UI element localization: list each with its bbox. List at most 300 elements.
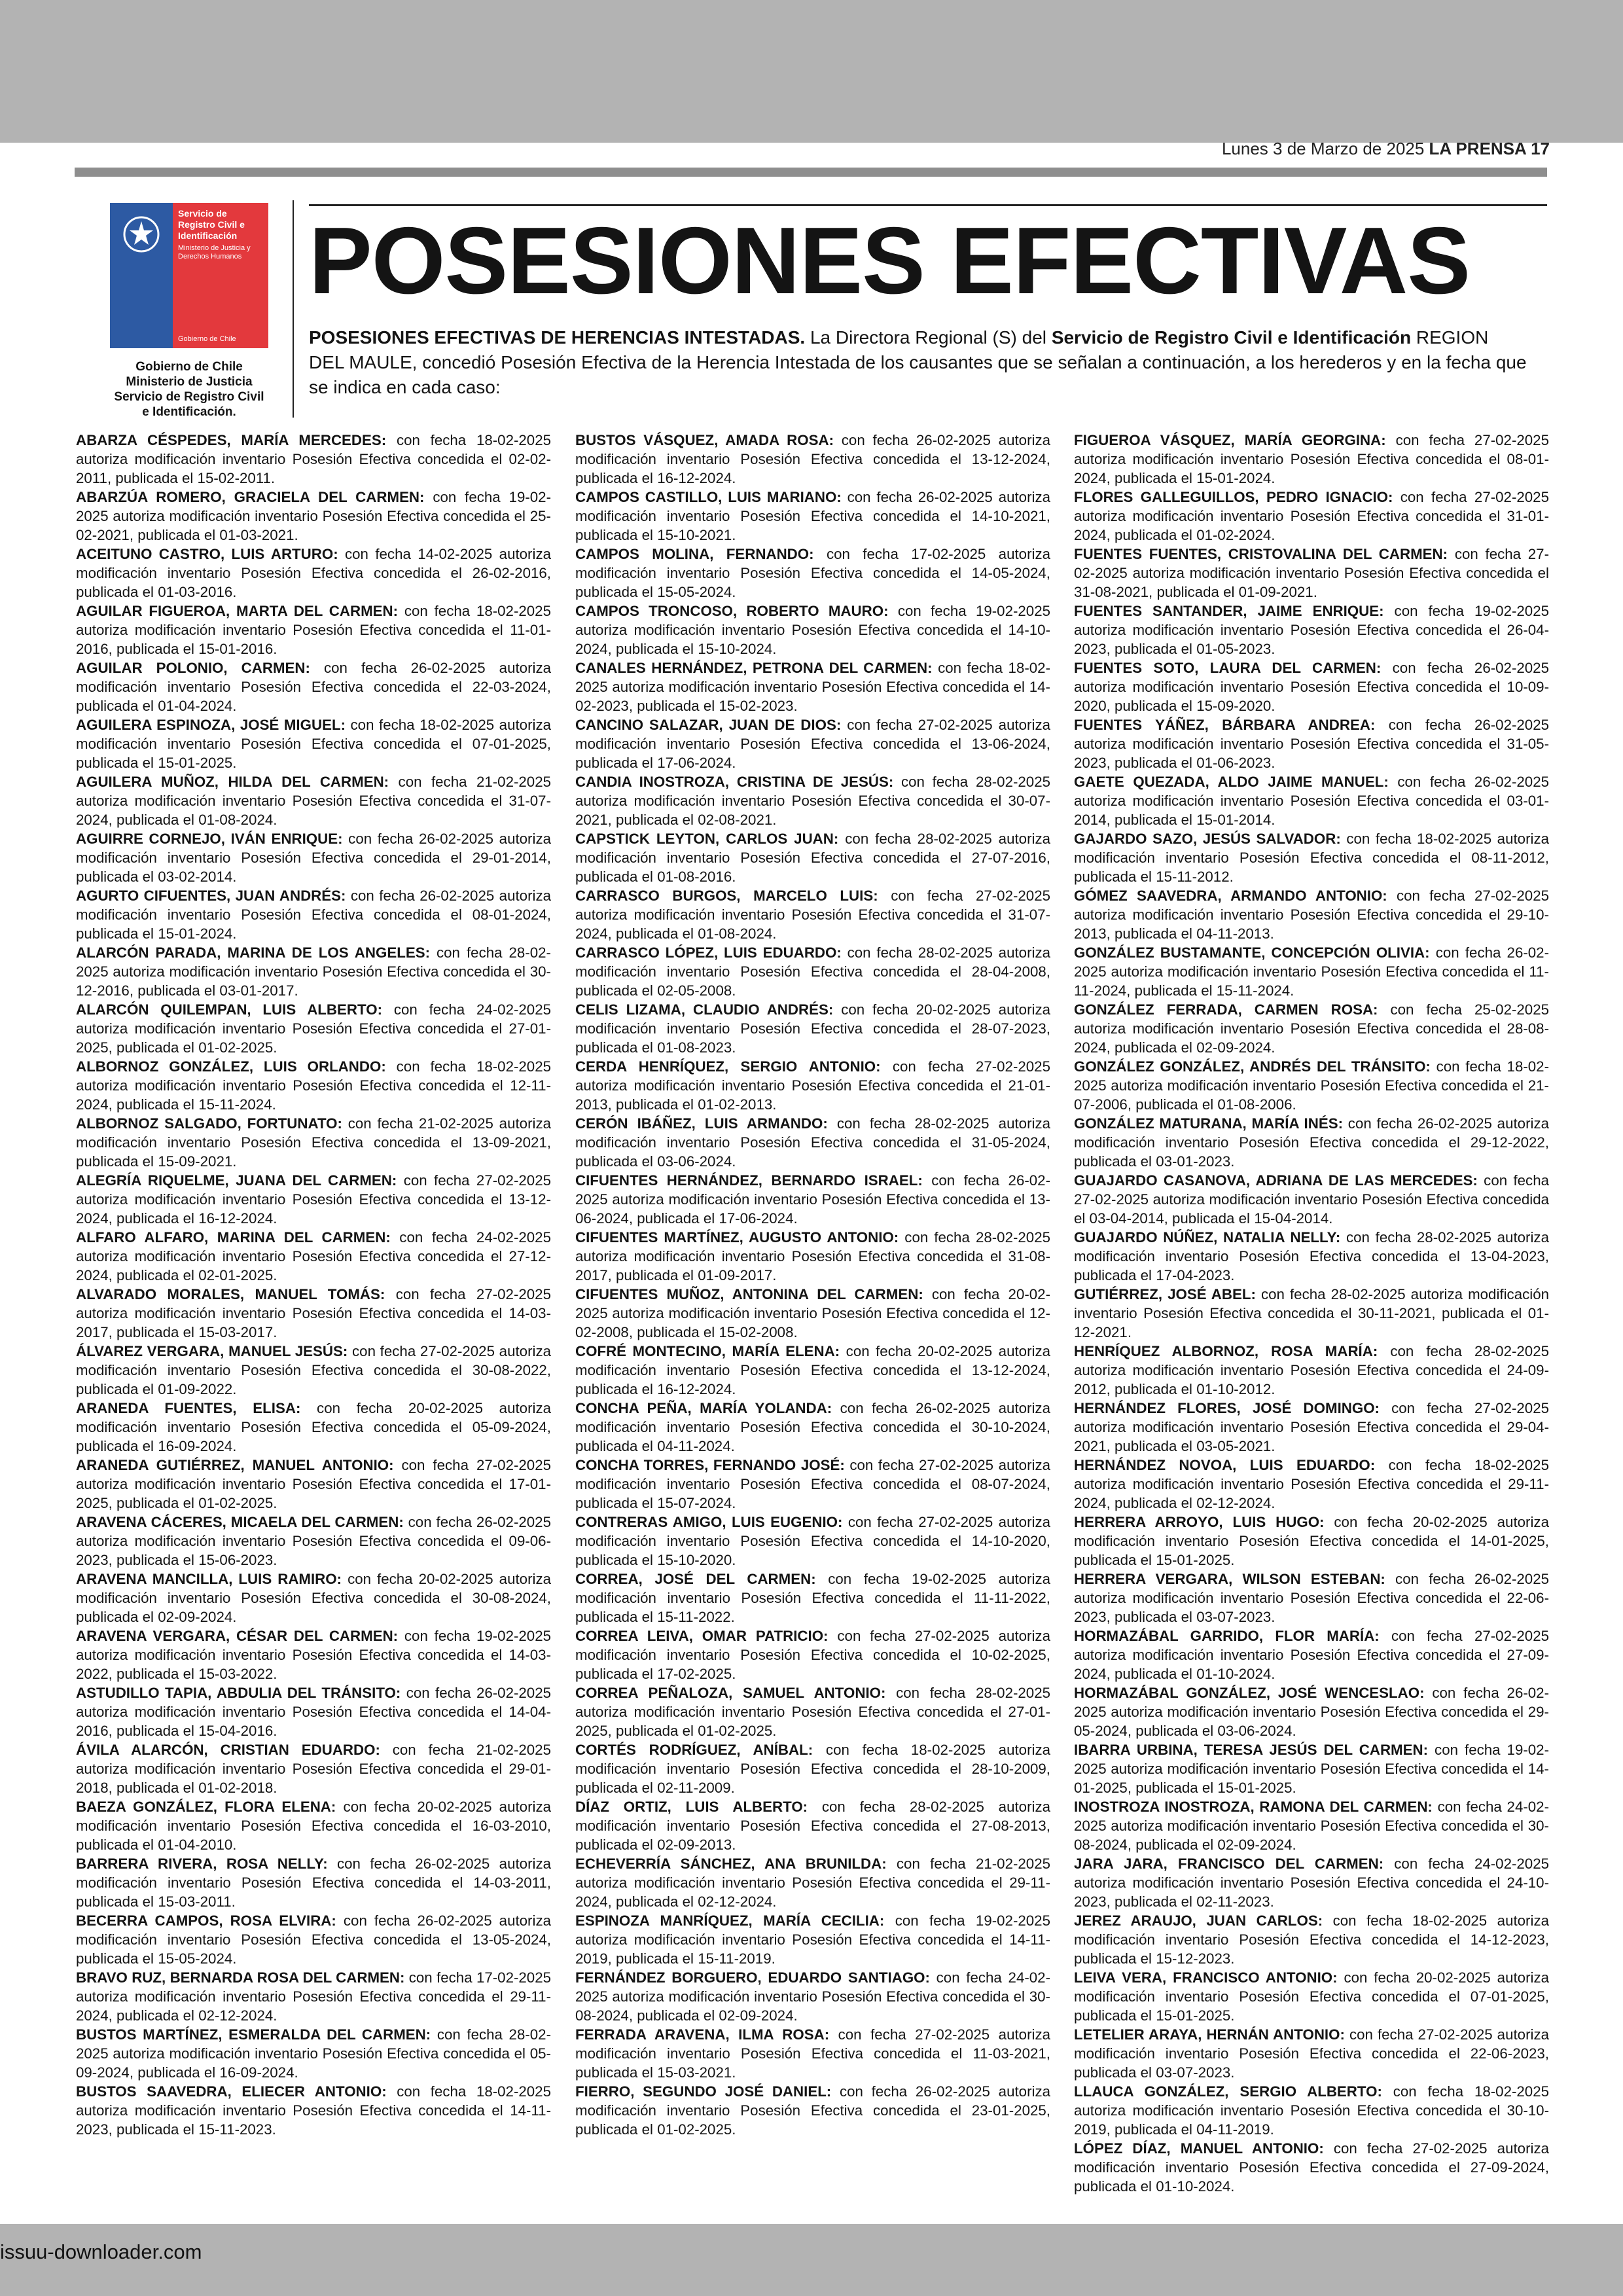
page-title: POSESIONES EFECTIVAS — [309, 207, 1471, 314]
notice-text: con fecha 26-02-2025 autoriza modificación inventario Posesión Efectiva concedida el 09-06-2023, publicada el 15-06-2023. — [76, 1514, 551, 1568]
notice-entry — [575, 431, 1050, 488]
notice-entry — [1074, 886, 1549, 943]
notice-text: con fecha 18-02-2025 autoriza modificación inventario Posesión Efectiva concedida el 07-01-2025, publicada el 15-01-2025. — [76, 717, 551, 771]
deceased-name: BARRERA RIVERA, ROSA NELLY: — [76, 1856, 328, 1872]
notice-entry — [575, 886, 1050, 943]
deceased-name: CIFUENTES MUÑOZ, ANTONINA DEL CARMEN: — [575, 1286, 923, 1302]
notice-entry — [575, 1285, 1050, 1342]
notice-entry — [575, 772, 1050, 829]
notice-text: con fecha 18-02-2025 autoriza modificación inventario Posesión Efectiva concedida el 11-01-2016, publicada el 15-01-2016. — [76, 603, 551, 657]
notice-text: con fecha 18-02-2025 autoriza modificación inventario Posesión Efectiva concedida el 12-11-2024, publicada el 15-11-2024. — [76, 1058, 551, 1113]
deceased-name: ABARZÚA ROMERO, GRACIELA DEL CARMEN: — [76, 489, 425, 505]
top-margin-bar — [0, 0, 1623, 143]
notice-text: con fecha 18-02-2025 autoriza modificación inventario Posesión Efectiva concedida el 02-02-2011, publicada el 15-02-2011. — [76, 432, 551, 486]
deceased-name: BAEZA GONZÁLEZ, FLORA ELENA: — [76, 1799, 336, 1815]
notice-text: con fecha 18-02-2025 autoriza modificación inventario Posesión Efectiva concedida el 08-11-2012, publicada el 15-11-2012. — [1074, 831, 1550, 885]
deceased-name: BRAVO RUZ, BERNARDA ROSA DEL CARMEN: — [76, 1969, 405, 1986]
deceased-name: ARAVENA CÁCERES, MICAELA DEL CARMEN: — [76, 1514, 404, 1530]
logo-caption-line: Servicio de Registro Civil — [114, 390, 264, 404]
notice-text: con fecha 19-02-2025 autoriza modificación inventario Posesión Efectiva concedida el 14-11-2019, publicada el 15-11-2019. — [575, 1912, 1050, 1967]
notice-text: con fecha 20-02-2025 autoriza modificación inventario Posesión Efectiva concedida el 13-12-2024, publicada el 16-12-2024. — [575, 1343, 1050, 1397]
deceased-name: LETELIER ARAYA, HERNÁN ANTONIO: — [1074, 2026, 1345, 2043]
notice-entry — [575, 715, 1050, 772]
notice-entry — [575, 488, 1050, 545]
deceased-name: HERNÁNDEZ FLORES, JOSÉ DOMINGO: — [1074, 1400, 1380, 1416]
deceased-name: ÁLVAREZ VERGARA, MANUEL JESÚS: — [76, 1343, 348, 1359]
notice-text: con fecha 26-02-2025 autoriza modificación inventario Posesión Efectiva concedida el 22-03-2024, publicada el 01-04-2024. — [76, 660, 551, 714]
deceased-name: FLORES GALLEGUILLOS, PEDRO IGNACIO: — [1074, 489, 1393, 505]
notice-entry — [575, 1342, 1050, 1399]
notice-text: con fecha 26-02-2025 autoriza modificación inventario Posesión Efectiva concedida el 22-06-2023, publicada el 03-07-2023. — [1074, 1571, 1549, 1625]
notice-text: con fecha 28-02-2025 autoriza modificación inventario Posesión Efectiva concedida el 31-05-2024, publicada el 03-06-2024. — [575, 1115, 1050, 1170]
deceased-name: FUENTES SANTANDER, JAIME ENRIQUE: — [1074, 603, 1384, 619]
notice-text: con fecha 26-02-2025 autoriza modificación inventario Posesión Efectiva concedida el 14-10-2021, publicada el 15-10-2021. — [575, 489, 1050, 543]
deceased-name: BECERRA CAMPOS, ROSA ELVIRA: — [76, 1912, 336, 1929]
notice-text: con fecha 24-02-2025 autoriza modificación inventario Posesión Efectiva concedida el 30-08-2024, publicada el 02-09-2024. — [1074, 1799, 1549, 1853]
notice-text: con fecha 28-02-2025 autoriza modificación inventario Posesión Efectiva concedida el 27-01-2025, publicada el 01-02-2025. — [575, 1685, 1050, 1739]
deceased-name: AGURTO CIFUENTES, JUAN ANDRÉS: — [76, 888, 346, 904]
notice-entry — [1074, 1513, 1549, 1570]
notice-text: con fecha 21-02-2025 autoriza modificación inventario Posesión Efectiva concedida el 31-07-2024, publicada el 01-08-2024. — [76, 774, 551, 828]
deceased-name: AGUILERA MUÑOZ, HILDA DEL CARMEN: — [76, 774, 389, 790]
deceased-name: FIGUEROA VÁSQUEZ, MARÍA GEORGINA: — [1074, 432, 1386, 448]
notice-text: con fecha 20-02-2025 autoriza modificación inventario Posesión Efectiva concedida el 28-07-2023, publicada el 01-08-2023. — [575, 1001, 1051, 1056]
notice-text: con fecha 14-02-2025 autoriza modificación inventario Posesión Efectiva concedida el 26-02-2016, publicada el 01-03-2016. — [76, 546, 551, 600]
notice-entry — [76, 772, 551, 829]
notice-entry — [575, 601, 1050, 658]
deceased-name: HORMAZÁBAL GONZÁLEZ, JOSÉ WENCESLAO: — [1074, 1685, 1425, 1701]
deceased-name: CERÓN IBÁÑEZ, LUIS ARMANDO: — [575, 1115, 828, 1132]
notice-entry — [76, 1797, 551, 1854]
deceased-name: ALVARADO MORALES, MANUEL TOMÁS: — [76, 1286, 385, 1302]
notice-text: con fecha 28-02-2025 autoriza modificación inventario Posesión Efectiva concedida el 31-08-2017, publicada el 01-09-2017. — [575, 1229, 1050, 1283]
notice-text: con fecha 27-02-2025 autoriza modificación inventario Posesión Efectiva concedida el 11-03-2021, publicada el 15-03-2021. — [575, 2026, 1050, 2081]
logo-text: Servicio de Registro Civil e Identificación Ministerio de Justicia y Derechos Humanos — [178, 208, 266, 261]
notice-text: con fecha 27-02-2025 autoriza modificación inventario Posesión Efectiva concedida el 08-07-2024, publicada el 15-07-2024. — [575, 1457, 1050, 1511]
notice-entry — [1074, 1342, 1549, 1399]
notice-entry — [76, 545, 551, 601]
notice-entry — [76, 1968, 551, 2025]
deceased-name: CELIS LIZAMA, CLAUDIO ANDRÉS: — [575, 1001, 834, 1018]
notice-entry — [1074, 1228, 1549, 1285]
notice-entry — [76, 431, 551, 488]
notice-text: con fecha 18-02-2025 autoriza modificación inventario Posesión Efectiva concedida el 14-12-2023, publicada el 15-12-2023. — [1074, 1912, 1549, 1967]
notice-entry — [575, 1000, 1050, 1057]
intro-organization: Servicio de Registro Civil e Identificación — [1051, 327, 1412, 348]
deceased-name: FUENTES FUENTES, CRISTOVALINA DEL CARMEN: — [1074, 546, 1448, 562]
notice-entry — [1074, 1854, 1549, 1911]
deceased-name: HORMAZÁBAL GARRIDO, FLOR MARÍA: — [1074, 1628, 1380, 1644]
deceased-name: LLAUCA GONZÁLEZ, SERGIO ALBERTO: — [1074, 2083, 1382, 2100]
deceased-name: CORREA PEÑALOZA, SAMUEL ANTONIO: — [575, 1685, 886, 1701]
notice-text: con fecha 27-02-2025 autoriza modificación inventario Posesión Efectiva concedida el 30-08-2022, publicada el 01-09-2022. — [76, 1343, 552, 1397]
deceased-name: LÓPEZ DÍAZ, MANUEL ANTONIO: — [1074, 2140, 1324, 2157]
notice-text: con fecha 19-02-2025 autoriza modificación inventario Posesión Efectiva concedida el 26-04-2023, publicada el 01-05-2023. — [1074, 603, 1549, 657]
deceased-name: GONZÁLEZ FERRADA, CARMEN ROSA: — [1074, 1001, 1378, 1018]
notice-entry — [76, 829, 551, 886]
intro-text-2: REGION DEL MAULE, concedió Posesión Efectiva de la Herencia Intestada de los causantes que se señalan a continuación, a los herederos y en la fecha que se indica en cada caso: — [309, 327, 1527, 397]
notice-entry — [1074, 1114, 1549, 1171]
notice-text: con fecha 20-02-2025 autoriza modificación inventario Posesión Efectiva concedida el 30-08-2024, publicada el 02-09-2024. — [76, 1571, 551, 1625]
deceased-name: ALFARO ALFARO, MARINA DEL CARMEN: — [76, 1229, 391, 1246]
notice-text: con fecha 28-02-2025 autoriza modificación inventario Posesión Efectiva concedida el 30-07-2021, publicada el 02-08-2021. — [575, 774, 1050, 828]
notice-text: con fecha 26-02-2025 autoriza modificación inventario Posesión Efectiva concedida el 03-01-2014, publicada el 15-01-2014. — [1074, 774, 1549, 828]
notice-text: con fecha 19-02-2025 autoriza modificación inventario Posesión Efectiva concedida el 14-10-2024, publicada el 15-10-2024. — [575, 603, 1050, 657]
header-vertical-rule — [293, 200, 294, 418]
notice-text: con fecha 28-02-2025 autoriza modificación inventario Posesión Efectiva concedida el 30-11-2021, publicada el 01-12-2021. — [1074, 1286, 1549, 1340]
notice-entry — [575, 1911, 1050, 1968]
notice-entry — [76, 1228, 551, 1285]
notice-entry — [1074, 1000, 1549, 1057]
notice-text: con fecha 27-02-2025 autoriza modificación inventario Posesión Efectiva concedida el 17-01-2025, publicada el 01-02-2025. — [76, 1457, 551, 1511]
notice-text: con fecha 20-02-2025 autoriza modificación inventario Posesión Efectiva concedida el 14-01-2025, publicada el 15-01-2025. — [1074, 1514, 1549, 1568]
notice-text: con fecha 26-02-2025 autoriza modificación inventario Posesión Efectiva concedida el 29-01-2014, publicada el 03-02-2014. — [76, 831, 551, 885]
notice-entry — [1074, 2139, 1549, 2196]
logo-caption-line: Gobierno de Chile — [135, 360, 243, 374]
notice-text: con fecha 26-02-2025 autoriza modificación inventario Posesión Efectiva concedida el 31-05-2023, publicada el 01-06-2023. — [1074, 717, 1549, 771]
notice-text: con fecha 27-02-2025 autoriza modificación inventario Posesión Efectiva concedida el 31-08-2021, publicada el 01-09-2021. — [1074, 546, 1550, 600]
notice-text: con fecha 27-02-2025 autoriza modificación inventario Posesión Efectiva concedida el 29-10-2013, publicada el 04-11-2013. — [1074, 888, 1549, 942]
headline-rule — [309, 204, 1547, 206]
notice-entry — [76, 1342, 551, 1399]
deceased-name: ESPINOZA MANRÍQUEZ, MARÍA CECILIA: — [575, 1912, 885, 1929]
notice-entry — [76, 601, 551, 658]
deceased-name: CAPSTICK LEYTON, CARLOS JUAN: — [575, 831, 839, 847]
notice-entry — [575, 1456, 1050, 1513]
notice-entry — [575, 1683, 1050, 1740]
notice-entry — [575, 829, 1050, 886]
notice-entry — [1074, 1171, 1549, 1228]
notice-text: con fecha 20-02-2025 autoriza modificación inventario Posesión Efectiva concedida el 16-03-2010, publicada el 01-04-2010. — [76, 1799, 552, 1853]
notice-text: con fecha 27-02-2025 autoriza modificación inventario Posesión Efectiva concedida el 29-04-2021, publicada el 03-05-2021. — [1074, 1400, 1549, 1454]
notice-entry — [76, 1570, 551, 1626]
notice-entry — [1074, 1797, 1549, 1854]
deceased-name: CIFUENTES HERNÁNDEZ, BERNARDO ISRAEL: — [575, 1172, 923, 1189]
notice-text: con fecha 18-02-2025 autoriza modificación inventario Posesión Efectiva concedida el 21-07-2006, publicada el 01-08-2006. — [1074, 1058, 1549, 1113]
registro-civil-logo — [110, 203, 268, 348]
notice-entry — [1074, 1057, 1549, 1114]
notice-text: con fecha 18-02-2025 autoriza modificación inventario Posesión Efectiva concedida el 14-02-2023, publicada el 15-02-2023. — [575, 660, 1050, 714]
deceased-name: HERRERA ARROYO, LUIS HUGO: — [1074, 1514, 1325, 1530]
notice-entry — [1074, 658, 1549, 715]
notice-entry — [575, 2025, 1050, 2082]
notice-entry — [76, 1740, 551, 1797]
notice-text: con fecha 27-02-2025 autoriza modificación inventario Posesión Efectiva concedida el 10-02-2025, publicada el 17-02-2025. — [575, 1628, 1050, 1682]
notice-entry — [575, 1968, 1050, 2025]
notice-text: con fecha 19-02-2025 autoriza modificación inventario Posesión Efectiva concedida el 25-02-2021, publicada el 01-03-2021. — [76, 489, 552, 543]
deceased-name: GONZÁLEZ BUSTAMANTE, CONCEPCIÓN OLIVIA: — [1074, 944, 1430, 961]
notice-text: con fecha 24-02-2025 autoriza modificación inventario Posesión Efectiva concedida el 27-01-2025, publicada el 01-02-2025. — [76, 1001, 551, 1056]
deceased-name: ALEGRÍA RIQUELME, JUANA DEL CARMEN: — [76, 1172, 397, 1189]
notice-entry — [575, 943, 1050, 1000]
notice-text: con fecha 27-02-2025 autoriza modificación inventario Posesión Efectiva concedida el 13-06-2024, publicada el 17-06-2024. — [575, 717, 1050, 771]
notice-entry — [575, 1399, 1050, 1456]
notice-entry — [575, 2082, 1050, 2139]
logo-caption-line: Ministerio de Justicia — [126, 375, 253, 389]
deceased-name: FUENTES YÁÑEZ, BÁRBARA ANDREA: — [1074, 717, 1376, 733]
notice-text: con fecha 27-02-2025 autoriza modificación inventario Posesión Efectiva concedida el 31-01-2024, publicada el 01-02-2024. — [1074, 489, 1549, 543]
notice-entry — [76, 886, 551, 943]
intro-text-1: La Directora Regional (S) del — [805, 327, 1052, 348]
deceased-name: ALBORNOZ SALGADO, FORTUNATO: — [76, 1115, 342, 1132]
top-rule — [75, 168, 1547, 177]
notice-entry — [575, 1626, 1050, 1683]
notice-text: con fecha 26-02-2025 autoriza modificación inventario Posesión Efectiva concedida el 13-12-2024, publicada el 16-12-2024. — [575, 432, 1050, 486]
deceased-name: GAJARDO SAZO, JESÚS SALVADOR: — [1074, 831, 1341, 847]
notice-text: con fecha 24-02-2025 autoriza modificación inventario Posesión Efectiva concedida el 24-10-2023, publicada el 02-11-2023. — [1074, 1856, 1549, 1910]
notice-text: con fecha 28-02-2025 autoriza modificación inventario Posesión Efectiva concedida el 30-12-2016, publicada el 03-01-2017. — [76, 944, 551, 999]
deceased-name: ACEITUNO CASTRO, LUIS ARTURO: — [76, 546, 338, 562]
notice-entry — [575, 1797, 1050, 1854]
logo-footer: Gobierno de Chile — [178, 335, 236, 343]
logo-caption-line: e Identificación. — [142, 405, 236, 419]
notice-text: con fecha 26-02-2025 autoriza modificación inventario Posesión Efectiva concedida el 23-01-2025, publicada el 01-02-2025. — [575, 2083, 1051, 2138]
notice-entry — [76, 488, 551, 545]
deceased-name: CAMPOS TRONCOSO, ROBERTO MAURO: — [575, 603, 889, 619]
deceased-name: AGUILERA ESPINOZA, JOSÉ MIGUEL: — [76, 717, 346, 733]
notice-entry — [76, 1854, 551, 1911]
notice-text: con fecha 26-02-2025 autoriza modificación inventario Posesión Efectiva concedida el 13-05-2024, publicada el 15-05-2024. — [76, 1912, 551, 1967]
notice-text: con fecha 28-02-2025 autoriza modificación inventario Posesión Efectiva concedida el 13-04-2023, publicada el 17-04-2023. — [1074, 1229, 1549, 1283]
notice-text: con fecha 21-02-2025 autoriza modificación inventario Posesión Efectiva concedida el 29-11-2024, publicada el 02-12-2024. — [575, 1856, 1050, 1910]
deceased-name: GÓMEZ SAAVEDRA, ARMANDO ANTONIO: — [1074, 888, 1387, 904]
deceased-name: CIFUENTES MARTÍNEZ, AUGUSTO ANTONIO: — [575, 1229, 899, 1246]
notice-entry — [575, 1228, 1050, 1285]
notice-entry — [76, 1399, 551, 1456]
notice-text: con fecha 27-02-2025 autoriza modificación inventario Posesión Efectiva concedida el 13-12-2024, publicada el 16-12-2024. — [76, 1172, 551, 1227]
notice-text: con fecha 27-02-2025 autoriza modificación inventario Posesión Efectiva concedida el 08-01-2024, publicada el 15-01-2024. — [1074, 432, 1549, 486]
notice-entry — [1074, 1570, 1549, 1626]
deceased-name: BUSTOS MARTÍNEZ, ESMERALDA DEL CARMEN: — [76, 2026, 431, 2043]
notice-text: con fecha 26-02-2025 autoriza modificación inventario Posesión Efectiva concedida el 29-05-2024, publicada el 03-06-2024. — [1074, 1685, 1550, 1739]
notice-entry — [575, 545, 1050, 601]
notice-entry — [575, 1740, 1050, 1797]
folio-paper: LA PRENSA 17 — [1429, 139, 1550, 158]
deceased-name: ARAVENA MANCILLA, LUIS RAMIRO: — [76, 1571, 342, 1587]
deceased-name: ARANEDA FUENTES, ELISA: — [76, 1400, 301, 1416]
deceased-name: INOSTROZA INOSTROZA, RAMONA DEL CARMEN: — [1074, 1799, 1433, 1815]
notice-text: con fecha 19-02-2025 autoriza modificación inventario Posesión Efectiva concedida el 11-11-2022, publicada el 15-11-2022. — [575, 1571, 1050, 1625]
notice-text: con fecha 26-02-2025 autoriza modificación inventario Posesión Efectiva concedida el 14-03-2011, publicada el 15-03-2011. — [76, 1856, 551, 1910]
notice-entry — [76, 2025, 551, 2082]
notice-text: con fecha 18-02-2025 autoriza modificación inventario Posesión Efectiva concedida el 30-10-2019, publicada el 04-11-2019. — [1074, 2083, 1549, 2138]
notice-text: con fecha 27-02-2025 autoriza modificación inventario Posesión Efectiva concedida el 27-09-2024, publicada el 01-10-2024. — [1074, 1628, 1549, 1682]
notice-entry — [1074, 2025, 1549, 2082]
notice-entry — [1074, 1683, 1549, 1740]
deceased-name: COFRÉ MONTECINO, MARÍA ELENA: — [575, 1343, 840, 1359]
deceased-name: FERNÁNDEZ BORGUERO, EDUARDO SANTIAGO: — [575, 1969, 930, 1986]
notice-text: con fecha 27-02-2025 autoriza modificación inventario Posesión Efectiva concedida el 14-03-2017, publicada el 15-03-2017. — [76, 1286, 551, 1340]
deceased-name: HENRÍQUEZ ALBORNOZ, ROSA MARÍA: — [1074, 1343, 1378, 1359]
notice-text: con fecha 26-02-2025 autoriza modificación inventario Posesión Efectiva concedida el 14-04-2016, publicada el 15-04-2016. — [76, 1685, 552, 1739]
notice-entry — [76, 1000, 551, 1057]
deceased-name: FUENTES SOTO, LAURA DEL CARMEN: — [1074, 660, 1382, 676]
deceased-name: ECHEVERRÍA SÁNCHEZ, ANA BRUNILDA: — [575, 1856, 887, 1872]
notice-text: con fecha 18-02-2025 autoriza modificación inventario Posesión Efectiva concedida el 14-11-2023, publicada el 15-11-2023. — [76, 2083, 551, 2138]
deceased-name: CORREA LEIVA, OMAR PATRICIO: — [575, 1628, 829, 1644]
notice-entry — [575, 1513, 1050, 1570]
deceased-name: GAETE QUEZADA, ALDO JAIME MANUEL: — [1074, 774, 1389, 790]
deceased-name: CERDA HENRÍQUEZ, SERGIO ANTONIO: — [575, 1058, 881, 1075]
deceased-name: BUSTOS SAAVEDRA, ELIECER ANTONIO: — [76, 2083, 387, 2100]
notice-entry — [76, 1911, 551, 1968]
intro-lead: POSESIONES EFECTIVAS DE HERENCIAS INTESTADAS. — [309, 327, 806, 348]
notice-text: con fecha 27-02-2025 autoriza modificación inventario Posesión Efectiva concedida el 31-07-2024, publicada el 01-08-2024. — [575, 888, 1050, 942]
deceased-name: CAMPOS MOLINA, FERNANDO: — [575, 546, 814, 562]
deceased-name: GUAJARDO NÚÑEZ, NATALIA NELLY: — [1074, 1229, 1341, 1246]
deceased-name: ASTUDILLO TAPIA, ABDULIA DEL TRÁNSITO: — [76, 1685, 401, 1701]
intro-paragraph — [309, 325, 1527, 400]
bottom-margin-bar — [0, 2224, 1623, 2296]
notice-entry — [76, 1513, 551, 1570]
deceased-name: JEREZ ARAUJO, JUAN CARLOS: — [1074, 1912, 1323, 1929]
notice-text: con fecha 28-02-2025 autoriza modificación inventario Posesión Efectiva concedida el 28-04-2008, publicada el 02-05-2008. — [575, 944, 1051, 999]
notice-entry — [76, 1683, 551, 1740]
notice-text: con fecha 26-02-2025 autoriza modificación inventario Posesión Efectiva concedida el 08-01-2024, publicada el 15-01-2024. — [76, 888, 551, 942]
notice-text: con fecha 27-02-2025 autoriza modificación inventario Posesión Efectiva concedida el 03-04-2014, publicada el 15-04-2014. — [1074, 1172, 1549, 1227]
notice-column-3 — [1074, 431, 1549, 2196]
coat-of-arms-icon — [110, 203, 173, 266]
deceased-name: ALBORNOZ GONZÁLEZ, LUIS ORLANDO: — [76, 1058, 386, 1075]
notice-column-2 — [575, 431, 1050, 2139]
notice-entry — [76, 715, 551, 772]
deceased-name: FERRADA ARAVENA, ILMA ROSA: — [575, 2026, 830, 2043]
deceased-name: CARRASCO BURGOS, MARCELO LUIS: — [575, 888, 878, 904]
notice-entry — [1074, 1626, 1549, 1683]
deceased-name: ÁVILA ALARCÓN, CRISTIAN EDUARDO: — [76, 1742, 380, 1758]
deceased-name: HERRERA VERGARA, WILSON ESTEBAN: — [1074, 1571, 1385, 1587]
deceased-name: JARA JARA, FRANCISCO DEL CARMEN: — [1074, 1856, 1384, 1872]
notice-entry — [1074, 1456, 1549, 1513]
notice-entry — [575, 658, 1050, 715]
notice-column-1 — [76, 431, 551, 2139]
notice-entry — [76, 1626, 551, 1683]
notice-entry — [76, 943, 551, 1000]
notice-entry — [1074, 715, 1549, 772]
notice-entry — [76, 1057, 551, 1114]
notice-entry — [1074, 545, 1549, 601]
deceased-name: AGUILAR POLONIO, CARMEN: — [76, 660, 310, 676]
notice-text: con fecha 17-02-2025 autoriza modificación inventario Posesión Efectiva concedida el 29-11-2024, publicada el 02-12-2024. — [76, 1969, 551, 2024]
notice-entry — [575, 1171, 1050, 1228]
notice-text: con fecha 20-02-2025 autoriza modificación inventario Posesión Efectiva concedida el 12-02-2008, publicada el 15-02-2008. — [575, 1286, 1051, 1340]
notice-text: con fecha 27-02-2025 autoriza modificación inventario Posesión Efectiva concedida el 22-06-2023, publicada el 03-07-2023. — [1074, 2026, 1549, 2081]
notice-text: con fecha 20-02-2025 autoriza modificación inventario Posesión Efectiva concedida el 07-01-2025, publicada el 15-01-2025. — [1074, 1969, 1549, 2024]
deceased-name: IBARRA URBINA, TERESA JESÚS DEL CARMEN: — [1074, 1742, 1429, 1758]
notice-entry — [76, 1285, 551, 1342]
notice-text: con fecha 28-02-2025 autoriza modificación inventario Posesión Efectiva concedida el 24-09-2012, publicada el 01-10-2012. — [1074, 1343, 1549, 1397]
deceased-name: CONCHA PEÑA, MARÍA YOLANDA: — [575, 1400, 832, 1416]
notice-entry — [76, 2082, 551, 2139]
deceased-name: AGUILAR FIGUEROA, MARTA DEL CARMEN: — [76, 603, 399, 619]
notice-text: con fecha 26-02-2025 autoriza modificación inventario Posesión Efectiva concedida el 30-10-2024, publicada el 04-11-2024. — [575, 1400, 1050, 1454]
notice-text: con fecha 17-02-2025 autoriza modificación inventario Posesión Efectiva concedida el 14-05-2024, publicada el 15-05-2024. — [575, 546, 1051, 600]
notice-text: con fecha 26-02-2025 autoriza modificación inventario Posesión Efectiva concedida el 10-09-2020, publicada el 15-09-2020. — [1074, 660, 1549, 714]
notice-text: con fecha 20-02-2025 autoriza modificación inventario Posesión Efectiva concedida el 05-09-2024, publicada el 16-09-2024. — [76, 1400, 551, 1454]
deceased-name: ARANEDA GUTIÉRREZ, MANUEL ANTONIO: — [76, 1457, 394, 1473]
notice-text: con fecha 24-02-2025 autoriza modificación inventario Posesión Efectiva concedida el 30-08-2024, publicada el 02-09-2024. — [575, 1969, 1050, 2024]
deceased-name: CORREA, JOSÉ DEL CARMEN: — [575, 1571, 816, 1587]
logo-subtext: Ministerio de Justicia y Derechos Humanos — [178, 244, 251, 260]
notice-entry — [1074, 431, 1549, 488]
deceased-name: DÍAZ ORTIZ, LUIS ALBERTO: — [575, 1799, 808, 1815]
notice-entry — [575, 1057, 1050, 1114]
notice-entry — [575, 1854, 1050, 1911]
notice-text: con fecha 24-02-2025 autoriza modificación inventario Posesión Efectiva concedida el 27-12-2024, publicada el 02-01-2025. — [76, 1229, 551, 1283]
deceased-name: ALARCÓN PARADA, MARINA DE LOS ANGELES: — [76, 944, 430, 961]
deceased-name: FIERRO, SEGUNDO JOSÉ DANIEL: — [575, 2083, 832, 2100]
deceased-name: BUSTOS VÁSQUEZ, AMADA ROSA: — [575, 432, 834, 448]
notice-text: con fecha 26-02-2025 autoriza modificación inventario Posesión Efectiva concedida el 11-11-2024, publicada el 15-11-2024. — [1074, 944, 1550, 999]
notice-entry — [575, 1570, 1050, 1626]
notice-text: con fecha 21-02-2025 autoriza modificación inventario Posesión Efectiva concedida el 13-09-2021, publicada el 15-09-2021. — [76, 1115, 551, 1170]
notice-text: con fecha 27-02-2025 autoriza modificación inventario Posesión Efectiva concedida el 21-01-2013, publicada el 01-02-2013. — [575, 1058, 1050, 1113]
deceased-name: CANALES HERNÁNDEZ, PETRONA DEL CARMEN: — [575, 660, 933, 676]
deceased-name: ARAVENA VERGARA, CÉSAR DEL CARMEN: — [76, 1628, 399, 1644]
deceased-name: CANCINO SALAZAR, JUAN DE DIOS: — [575, 717, 842, 733]
deceased-name: GUTIÉRREZ, JOSÉ ABEL: — [1074, 1286, 1256, 1302]
deceased-name: ABARZA CÉSPEDES, MARÍA MERCEDES: — [76, 432, 387, 448]
deceased-name: GONZÁLEZ GONZÁLEZ, ANDRÉS DEL TRÁNSITO: — [1074, 1058, 1431, 1075]
deceased-name: HERNÁNDEZ NOVOA, LUIS EDUARDO: — [1074, 1457, 1376, 1473]
notice-text: con fecha 26-02-2025 autoriza modificación inventario Posesión Efectiva concedida el 29-12-2022, publicada el 03-01-2023. — [1074, 1115, 1549, 1170]
deceased-name: CORTÉS RODRÍGUEZ, ANÍBAL: — [575, 1742, 813, 1758]
notice-entry — [1074, 772, 1549, 829]
notice-text: con fecha 28-02-2025 autoriza modificación inventario Posesión Efectiva concedida el 05-09-2024, publicada el 16-09-2024. — [76, 2026, 552, 2081]
deceased-name: AGUIRRE CORNEJO, IVÁN ENRIQUE: — [76, 831, 343, 847]
notice-entry — [1074, 1968, 1549, 2025]
notice-entry — [1074, 1740, 1549, 1797]
deceased-name: ALARCÓN QUILEMPAN, LUIS ALBERTO: — [76, 1001, 382, 1018]
notice-entry — [76, 658, 551, 715]
notice-text: con fecha 19-02-2025 autoriza modificación inventario Posesión Efectiva concedida el 14-03-2022, publicada el 15-03-2022. — [76, 1628, 551, 1682]
notice-text: con fecha 25-02-2025 autoriza modificación inventario Posesión Efectiva concedida el 28-08-2024, publicada el 02-09-2024. — [1074, 1001, 1549, 1056]
notice-entry — [76, 1171, 551, 1228]
deceased-name: CARRASCO LÓPEZ, LUIS EDUARDO: — [575, 944, 842, 961]
notice-entry — [1074, 1399, 1549, 1456]
page-folio — [1222, 139, 1550, 159]
logo-blue-field — [110, 203, 173, 348]
notice-text: con fecha 27-02-2025 autoriza modificación inventario Posesión Efectiva concedida el 14-10-2020, publicada el 15-10-2020. — [575, 1514, 1050, 1568]
deceased-name: GUAJARDO CASANOVA, ADRIANA DE LAS MERCEDES: — [1074, 1172, 1478, 1189]
notice-entry — [76, 1114, 551, 1171]
notice-text: con fecha 19-02-2025 autoriza modificación inventario Posesión Efectiva concedida el 14-01-2025, publicada el 15-01-2025. — [1074, 1742, 1550, 1796]
watermark-text: issuu-downloader.com — [0, 2240, 202, 2263]
deceased-name: LEIVA VERA, FRANCISCO ANTONIO: — [1074, 1969, 1338, 1986]
notice-entry — [1074, 488, 1549, 545]
notice-entry — [76, 1456, 551, 1513]
notice-text: con fecha 18-02-2025 autoriza modificación inventario Posesión Efectiva concedida el 29-11-2024, publicada el 02-12-2024. — [1074, 1457, 1549, 1511]
notice-text: con fecha 27-02-2025 autoriza modificación inventario Posesión Efectiva concedida el 27-09-2024, publicada el 01-10-2024. — [1074, 2140, 1549, 2195]
notice-text: con fecha 21-02-2025 autoriza modificación inventario Posesión Efectiva concedida el 29-01-2018, publicada el 01-02-2018. — [76, 1742, 551, 1796]
notice-entry — [575, 1114, 1050, 1171]
notice-entry — [1074, 2082, 1549, 2139]
notice-entry — [1074, 1285, 1549, 1342]
folio-date: Lunes 3 de Marzo de 2025 — [1221, 139, 1425, 158]
deceased-name: CAMPOS CASTILLO, LUIS MARIANO: — [575, 489, 842, 505]
notice-text: con fecha 18-02-2025 autoriza modificación inventario Posesión Efectiva concedida el 28-10-2009, publicada el 02-11-2009. — [575, 1742, 1050, 1796]
logo-caption — [97, 359, 281, 420]
deceased-name: GONZÁLEZ MATURANA, MARÍA INÉS: — [1074, 1115, 1344, 1132]
notice-entry — [1074, 943, 1549, 1000]
notice-entry — [1074, 601, 1549, 658]
notice-text: con fecha 28-02-2025 autoriza modificación inventario Posesión Efectiva concedida el 27-07-2016, publicada el 01-08-2016. — [575, 831, 1051, 885]
deceased-name: CONTRERAS AMIGO, LUIS EUGENIO: — [575, 1514, 843, 1530]
deceased-name: CANDIA INOSTROZA, CRISTINA DE JESÚS: — [575, 774, 894, 790]
notice-entry — [1074, 829, 1549, 886]
notice-text: con fecha 28-02-2025 autoriza modificación inventario Posesión Efectiva concedida el 27-08-2013, publicada el 02-09-2013. — [575, 1799, 1050, 1853]
notice-entry — [1074, 1911, 1549, 1968]
